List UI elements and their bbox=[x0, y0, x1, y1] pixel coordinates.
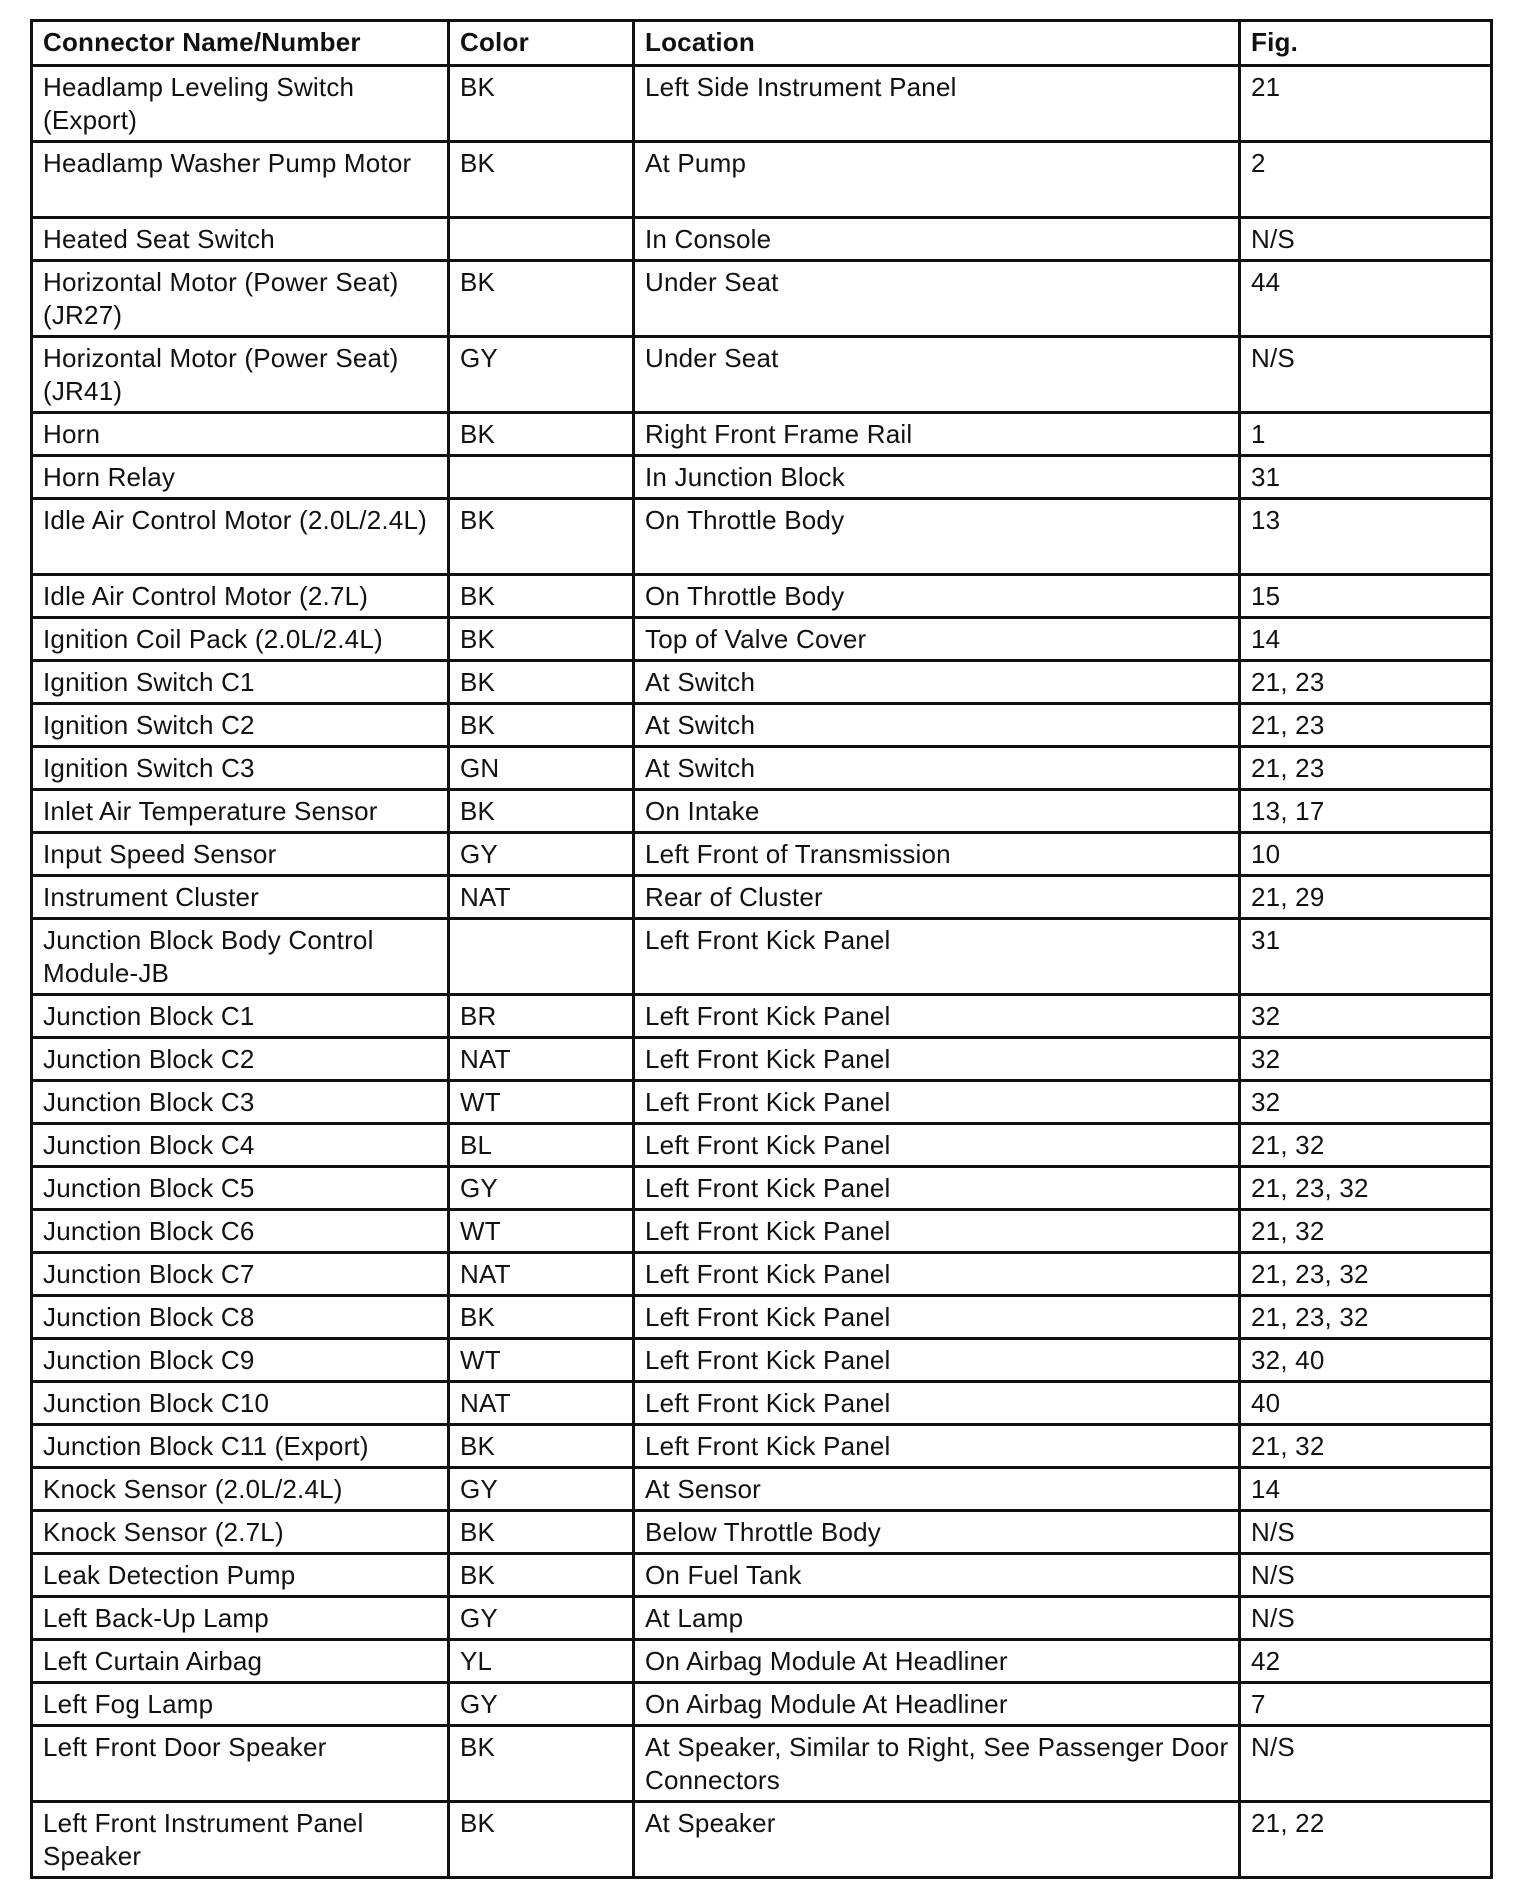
table-row bbox=[32, 876, 1492, 919]
location-cell: Left Front Kick Panel bbox=[634, 1081, 1240, 1124]
table-row bbox=[32, 1511, 1492, 1554]
fig-cell: 2 bbox=[1240, 142, 1492, 218]
color-cell: BK bbox=[449, 142, 634, 218]
location-cell: Left Front Kick Panel bbox=[634, 1382, 1240, 1425]
color-cell: BR bbox=[449, 995, 634, 1038]
table-row bbox=[32, 747, 1492, 790]
table-row bbox=[32, 1339, 1492, 1382]
connector-name-cell: Ignition Switch C2 bbox=[32, 704, 449, 747]
color-cell: BK bbox=[449, 790, 634, 833]
table-row bbox=[32, 499, 1492, 575]
table-row bbox=[32, 261, 1492, 337]
fig-cell: 32 bbox=[1240, 995, 1492, 1038]
connector-name-cell: Junction Block C6 bbox=[32, 1210, 449, 1253]
fig-cell: 32, 40 bbox=[1240, 1339, 1492, 1382]
connector-name-cell: Headlamp Washer Pump Motor bbox=[32, 142, 449, 218]
location-cell: On Throttle Body bbox=[634, 499, 1240, 575]
table-row bbox=[32, 704, 1492, 747]
table-row bbox=[32, 790, 1492, 833]
connector-name-cell: Left Front Door Speaker bbox=[32, 1726, 449, 1802]
connector-name-cell: Junction Block C4 bbox=[32, 1124, 449, 1167]
color-cell: BK bbox=[449, 1554, 634, 1597]
table-row bbox=[32, 661, 1492, 704]
fig-cell: 21 bbox=[1240, 66, 1492, 142]
table-row bbox=[32, 1468, 1492, 1511]
header-color: Color bbox=[449, 21, 634, 66]
color-cell bbox=[449, 218, 634, 261]
color-cell: GY bbox=[449, 337, 634, 413]
location-cell: Left Front Kick Panel bbox=[634, 1210, 1240, 1253]
fig-cell: 32 bbox=[1240, 1081, 1492, 1124]
color-cell: BK bbox=[449, 661, 634, 704]
location-cell: Left Side Instrument Panel bbox=[634, 66, 1240, 142]
color-cell: BK bbox=[449, 704, 634, 747]
header-row bbox=[32, 21, 1492, 66]
color-cell: YL bbox=[449, 1640, 634, 1683]
location-cell: Rear of Cluster bbox=[634, 876, 1240, 919]
header-connector-name: Connector Name/Number bbox=[32, 21, 449, 66]
location-cell: Below Throttle Body bbox=[634, 1511, 1240, 1554]
location-cell: Left Front Kick Panel bbox=[634, 1038, 1240, 1081]
table-body bbox=[32, 66, 1492, 1878]
table-row bbox=[32, 337, 1492, 413]
table-row bbox=[32, 66, 1492, 142]
connector-name-cell: Horizontal Motor (Power Seat) (JR41) bbox=[32, 337, 449, 413]
location-cell: At Switch bbox=[634, 747, 1240, 790]
fig-cell: 40 bbox=[1240, 1382, 1492, 1425]
fig-cell: N/S bbox=[1240, 1554, 1492, 1597]
color-cell: WT bbox=[449, 1210, 634, 1253]
connector-name-cell: Horn bbox=[32, 413, 449, 456]
connector-name-cell: Left Back-Up Lamp bbox=[32, 1597, 449, 1640]
table-row bbox=[32, 1038, 1492, 1081]
location-cell: At Switch bbox=[634, 661, 1240, 704]
color-cell: BK bbox=[449, 1511, 634, 1554]
color-cell bbox=[449, 919, 634, 995]
color-cell: BK bbox=[449, 1425, 634, 1468]
color-cell: BK bbox=[449, 1802, 634, 1878]
connector-name-cell: Left Curtain Airbag bbox=[32, 1640, 449, 1683]
table-row bbox=[32, 1640, 1492, 1683]
connector-name-cell: Junction Block C3 bbox=[32, 1081, 449, 1124]
table-row bbox=[32, 919, 1492, 995]
color-cell: BK bbox=[449, 575, 634, 618]
color-cell: BK bbox=[449, 1296, 634, 1339]
connector-name-cell: Horizontal Motor (Power Seat) (JR27) bbox=[32, 261, 449, 337]
color-cell: NAT bbox=[449, 1038, 634, 1081]
fig-cell: 13 bbox=[1240, 499, 1492, 575]
fig-cell: N/S bbox=[1240, 1511, 1492, 1554]
color-cell: BK bbox=[449, 413, 634, 456]
color-cell bbox=[449, 456, 634, 499]
table-row bbox=[32, 1802, 1492, 1878]
fig-cell: 44 bbox=[1240, 261, 1492, 337]
connector-name-cell: Knock Sensor (2.0L/2.4L) bbox=[32, 1468, 449, 1511]
color-cell: GY bbox=[449, 1597, 634, 1640]
connector-name-cell: Ignition Switch C3 bbox=[32, 747, 449, 790]
table-row bbox=[32, 833, 1492, 876]
table-row bbox=[32, 618, 1492, 661]
fig-cell: N/S bbox=[1240, 1597, 1492, 1640]
header-fig: Fig. bbox=[1240, 21, 1492, 66]
location-cell: Left Front Kick Panel bbox=[634, 1253, 1240, 1296]
location-cell: On Intake bbox=[634, 790, 1240, 833]
fig-cell: 1 bbox=[1240, 413, 1492, 456]
color-cell: NAT bbox=[449, 1382, 634, 1425]
connector-name-cell: Junction Block C9 bbox=[32, 1339, 449, 1382]
color-cell: NAT bbox=[449, 1253, 634, 1296]
fig-cell: 21, 23 bbox=[1240, 661, 1492, 704]
fig-cell: 14 bbox=[1240, 1468, 1492, 1511]
color-cell: BK bbox=[449, 66, 634, 142]
connector-name-cell: Ignition Switch C1 bbox=[32, 661, 449, 704]
color-cell: GY bbox=[449, 1167, 634, 1210]
fig-cell: 42 bbox=[1240, 1640, 1492, 1683]
color-cell: NAT bbox=[449, 876, 634, 919]
table-row bbox=[32, 1253, 1492, 1296]
connector-name-cell: Heated Seat Switch bbox=[32, 218, 449, 261]
table-row bbox=[32, 1382, 1492, 1425]
fig-cell: 21, 23, 32 bbox=[1240, 1167, 1492, 1210]
color-cell: GN bbox=[449, 747, 634, 790]
connector-name-cell: Junction Block C7 bbox=[32, 1253, 449, 1296]
connector-name-cell: Instrument Cluster bbox=[32, 876, 449, 919]
fig-cell: 10 bbox=[1240, 833, 1492, 876]
location-cell: Left Front Kick Panel bbox=[634, 995, 1240, 1038]
table-row bbox=[32, 142, 1492, 218]
connector-name-cell: Idle Air Control Motor (2.7L) bbox=[32, 575, 449, 618]
location-cell: On Airbag Module At Headliner bbox=[634, 1683, 1240, 1726]
connector-table bbox=[30, 19, 1493, 1879]
table-row bbox=[32, 1597, 1492, 1640]
fig-cell: 31 bbox=[1240, 919, 1492, 995]
connector-table-page bbox=[30, 19, 1490, 1879]
location-cell: Left Front Kick Panel bbox=[634, 919, 1240, 995]
table-row bbox=[32, 1124, 1492, 1167]
fig-cell: N/S bbox=[1240, 337, 1492, 413]
fig-cell: 21, 23 bbox=[1240, 747, 1492, 790]
table-row bbox=[32, 575, 1492, 618]
location-cell: At Lamp bbox=[634, 1597, 1240, 1640]
fig-cell: 14 bbox=[1240, 618, 1492, 661]
location-cell: At Speaker, Similar to Right, See Passenger Door Connectors bbox=[634, 1726, 1240, 1802]
location-cell: At Sensor bbox=[634, 1468, 1240, 1511]
table-row bbox=[32, 413, 1492, 456]
table-row bbox=[32, 1296, 1492, 1339]
table-row bbox=[32, 1210, 1492, 1253]
color-cell: BK bbox=[449, 261, 634, 337]
location-cell: Left Front Kick Panel bbox=[634, 1296, 1240, 1339]
table-row bbox=[32, 218, 1492, 261]
location-cell: At Speaker bbox=[634, 1802, 1240, 1878]
fig-cell: 15 bbox=[1240, 575, 1492, 618]
fig-cell: 7 bbox=[1240, 1683, 1492, 1726]
fig-cell: 21, 23, 32 bbox=[1240, 1253, 1492, 1296]
fig-cell: 13, 17 bbox=[1240, 790, 1492, 833]
connector-name-cell: Junction Block C1 bbox=[32, 995, 449, 1038]
fig-cell: 21, 29 bbox=[1240, 876, 1492, 919]
table-row bbox=[32, 456, 1492, 499]
connector-name-cell: Knock Sensor (2.7L) bbox=[32, 1511, 449, 1554]
color-cell: BL bbox=[449, 1124, 634, 1167]
location-cell: Left Front Kick Panel bbox=[634, 1425, 1240, 1468]
location-cell: On Airbag Module At Headliner bbox=[634, 1640, 1240, 1683]
location-cell: Left Front Kick Panel bbox=[634, 1167, 1240, 1210]
table-row bbox=[32, 1425, 1492, 1468]
connector-name-cell: Left Front Instrument Panel Speaker bbox=[32, 1802, 449, 1878]
location-cell: In Junction Block bbox=[634, 456, 1240, 499]
location-cell: Under Seat bbox=[634, 261, 1240, 337]
color-cell: BK bbox=[449, 499, 634, 575]
color-cell: GY bbox=[449, 833, 634, 876]
fig-cell: 21, 32 bbox=[1240, 1210, 1492, 1253]
header-location: Location bbox=[634, 21, 1240, 66]
table-row bbox=[32, 1683, 1492, 1726]
table-row bbox=[32, 1554, 1492, 1597]
fig-cell: 21, 32 bbox=[1240, 1124, 1492, 1167]
location-cell: Top of Valve Cover bbox=[634, 618, 1240, 661]
location-cell: Right Front Frame Rail bbox=[634, 413, 1240, 456]
fig-cell: 21, 32 bbox=[1240, 1425, 1492, 1468]
table-row bbox=[32, 1167, 1492, 1210]
table-row bbox=[32, 1081, 1492, 1124]
location-cell: Left Front of Transmission bbox=[634, 833, 1240, 876]
fig-cell: 31 bbox=[1240, 456, 1492, 499]
connector-name-cell: Horn Relay bbox=[32, 456, 449, 499]
connector-name-cell: Input Speed Sensor bbox=[32, 833, 449, 876]
connector-name-cell: Junction Block C8 bbox=[32, 1296, 449, 1339]
fig-cell: 21, 23, 32 bbox=[1240, 1296, 1492, 1339]
connector-name-cell: Junction Block C5 bbox=[32, 1167, 449, 1210]
table-row bbox=[32, 1726, 1492, 1802]
color-cell: WT bbox=[449, 1081, 634, 1124]
connector-name-cell: Junction Block C2 bbox=[32, 1038, 449, 1081]
location-cell: Left Front Kick Panel bbox=[634, 1339, 1240, 1382]
fig-cell: N/S bbox=[1240, 218, 1492, 261]
fig-cell: N/S bbox=[1240, 1726, 1492, 1802]
color-cell: BK bbox=[449, 618, 634, 661]
color-cell: GY bbox=[449, 1468, 634, 1511]
location-cell: On Throttle Body bbox=[634, 575, 1240, 618]
location-cell: On Fuel Tank bbox=[634, 1554, 1240, 1597]
color-cell: WT bbox=[449, 1339, 634, 1382]
fig-cell: 21, 23 bbox=[1240, 704, 1492, 747]
connector-name-cell: Ignition Coil Pack (2.0L/2.4L) bbox=[32, 618, 449, 661]
fig-cell: 21, 22 bbox=[1240, 1802, 1492, 1878]
fig-cell: 32 bbox=[1240, 1038, 1492, 1081]
location-cell: At Switch bbox=[634, 704, 1240, 747]
location-cell: In Console bbox=[634, 218, 1240, 261]
color-cell: BK bbox=[449, 1726, 634, 1802]
location-cell: Left Front Kick Panel bbox=[634, 1124, 1240, 1167]
connector-name-cell: Left Fog Lamp bbox=[32, 1683, 449, 1726]
color-cell: GY bbox=[449, 1683, 634, 1726]
connector-name-cell: Junction Block C10 bbox=[32, 1382, 449, 1425]
connector-name-cell: Headlamp Leveling Switch (Export) bbox=[32, 66, 449, 142]
connector-name-cell: Idle Air Control Motor (2.0L/2.4L) bbox=[32, 499, 449, 575]
connector-name-cell: Inlet Air Temperature Sensor bbox=[32, 790, 449, 833]
connector-name-cell: Junction Block Body Control Module-JB bbox=[32, 919, 449, 995]
location-cell: At Pump bbox=[634, 142, 1240, 218]
table-row bbox=[32, 995, 1492, 1038]
location-cell: Under Seat bbox=[634, 337, 1240, 413]
connector-name-cell: Leak Detection Pump bbox=[32, 1554, 449, 1597]
connector-name-cell: Junction Block C11 (Export) bbox=[32, 1425, 449, 1468]
